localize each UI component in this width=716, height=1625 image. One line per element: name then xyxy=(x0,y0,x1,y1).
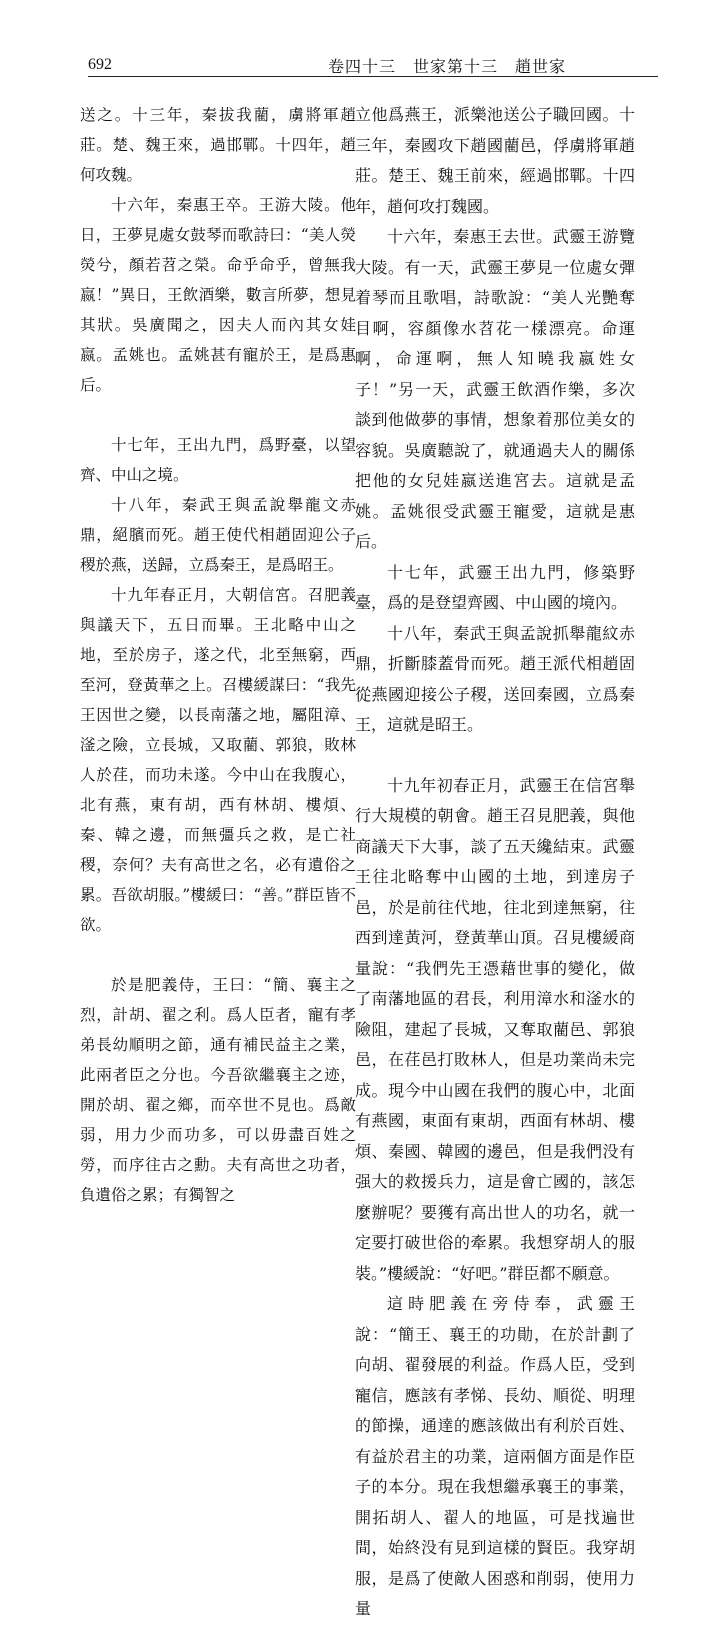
translation-column xyxy=(355,100,635,1625)
classical-paragraph: 十六年，秦惠王卒。王游大陵。他日，王夢見處女鼓琴而歌詩曰：“美人熒熒兮，顏若苕之榮。命乎命乎，曾無我嬴！”異日，王飲酒樂，數言所夢，想見其狀。吳廣聞之，因夫人而內其女娃嬴。孟姚也。孟姚甚有寵於王，是爲惠后。 xyxy=(80,196,356,394)
translation-paragraph: 立他爲燕王，派樂池送公子職回國。十三年，秦國攻下趙國藺邑，俘虜將軍趙莊。楚王、魏王前來，經過邯鄲。十四年，趙何攻打魏國。 xyxy=(355,105,635,216)
classical-paragraph: 於是肥義侍，王曰：“簡、襄主之烈，計胡、翟之利。爲人臣者，寵有孝弟長幼順明之節，通有補民益主之業，此兩者臣之分也。今吾欲繼襄主之迹，開於胡、翟之鄉，而卒世不見也。爲敵弱，用力少而功多，可以毋盡百姓之勞，而序往古之勳。夫有高世之功者，負遺俗之累；有獨智之 xyxy=(80,976,356,1204)
translation-paragraph: 十六年，秦惠王去世。武靈王游覽大陵。有一天，武靈王夢見一位處女彈着琴而且歌唱，詩歌說：“美人光艷奪目啊，容顏像水苕花一樣漂亮。命運啊，命運啊，無人知曉我嬴姓女子！”另一天，武靈王飲酒作樂，多次談到他做夢的事情，想象着那位美女的容貌。吳廣聽說了，就通過夫人的關係把他的女兒娃嬴送進宮去。這就是孟姚。孟姚很受武靈王寵愛，這就是惠后。 xyxy=(355,227,635,551)
classical-paragraph: 十八年，秦武王與孟說舉龍文赤鼎，絕臏而死。趙王使代相趙固迎公子稷於燕，送歸，立爲秦王，是爲昭王。 xyxy=(80,496,356,574)
translation-paragraph: 這時肥義在旁侍奉，武靈王說：“簡王、襄王的功勛，在於計劃了向胡、翟發展的利益。作爲人臣，受到寵信，應該有孝悌、長幼、順從、明理的節操，通達的應該做出有利於百姓、有益於君主的功業，這兩個方面是作臣子的本分。現在我想繼承襄王的事業，開拓胡人、翟人的地區，可是找遍世間，始終没有見到這樣的賢臣。我穿胡服，是爲了使敵人困惑和削弱，使用力量 xyxy=(355,1294,635,1618)
classical-text-column xyxy=(80,100,356,1210)
running-head: 卷四十三 世家第十三 趙世家 xyxy=(328,57,567,76)
page-number: 692 xyxy=(88,56,112,73)
classical-paragraph: 送之。十三年，秦拔我藺，虜將軍趙莊。楚、魏王來，過邯鄲。十四年，趙何攻魏。 xyxy=(80,106,356,184)
translation-paragraph: 十七年，武靈王出九門，修築野臺，爲的是登望齊國、中山國的境內。 xyxy=(355,562,635,612)
translation-paragraph: 十九年初春正月，武靈王在信宮舉行大規模的朝會。趙王召見肥義，與他商議天下大事，談了五天纔結束。武靈王往北略奪中山國的土地，到達房子邑，於是前往代地，往北到達無窮，往西到達黃河，登黃華山頂。召見樓緩商量說：“我們先王憑藉世事的變化，做了南藩地區的君長，利用漳水和滏水的險阻，建起了長城，又奪取藺邑、郭狼邑，在荏邑打敗林人，但是功業尚未完成。現今中山國在我們的腹心中，北面有燕國，東面有東胡，西面有林胡、樓煩、秦國、韓國的邊邑，但是我們没有强大的救援兵力，這是會亡國的，該怎麼辦呢？要獲有高出世人的功名，就一定要打破世俗的牽累。我想穿胡人的服裝。”樓緩說：“好吧。”群臣都不願意。 xyxy=(355,775,635,1283)
classical-paragraph: 十九年春正月，大朝信宮。召肥義與議天下，五日而畢。王北略中山之地，至於房子，遂之代，北至無窮，西至河，登黃華之上。召樓緩謀曰：“我先王因世之變，以長南藩之地，屬阻漳、滏之險，立長城，又取藺、郭狼，敗林人於荏，而功未遂。今中山在我腹心，北有燕，東有胡，西有林胡、樓煩、秦、韓之邊，而無彊兵之救，是亡社稷，奈何？夫有高世之名，必有遺俗之累。吾欲胡服。”樓緩曰：“善。”群臣皆不欲。 xyxy=(80,586,356,934)
classical-paragraph: 十七年，王出九門，爲野臺，以望齊、中山之境。 xyxy=(80,436,356,484)
translation-paragraph: 十八年，秦武王與孟說抓舉龍紋赤鼎，折斷膝蓋骨而死。趙王派代相趙固從燕國迎接公子稷，送回秦國，立爲秦王，這就是昭王。 xyxy=(355,623,635,734)
page-header xyxy=(88,46,658,77)
